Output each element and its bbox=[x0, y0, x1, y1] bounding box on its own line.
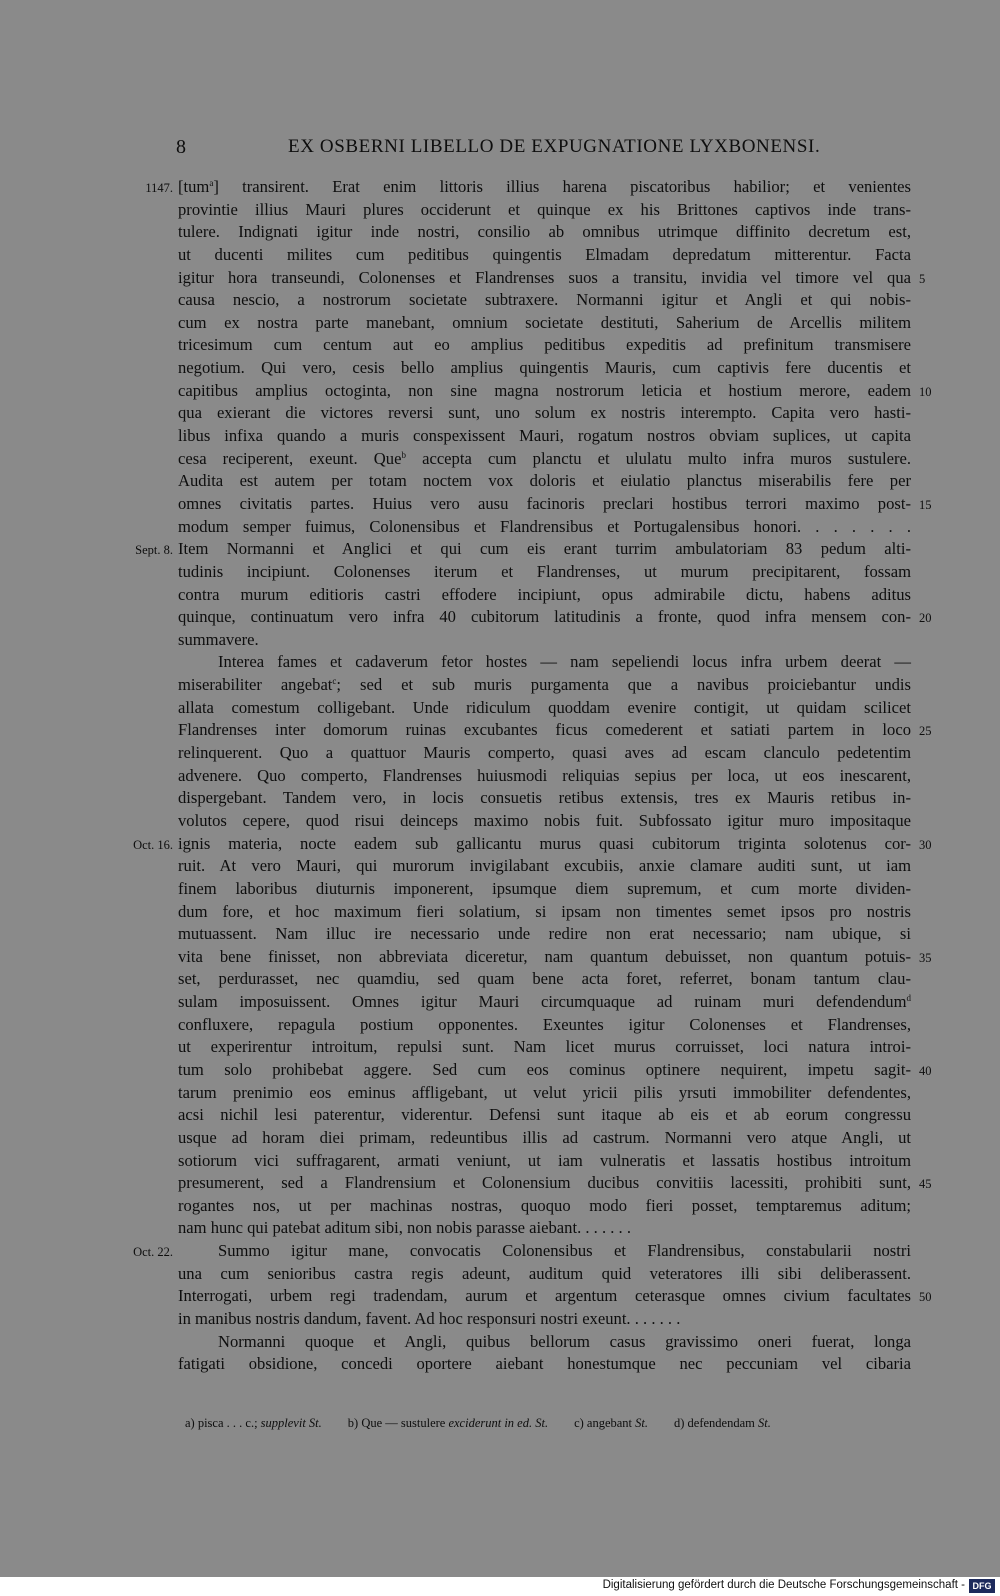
line-text: finem laboribus diuturnis imponerent, ipsumque diem supremum, et cum morte dividen- bbox=[178, 878, 911, 898]
text-line bbox=[178, 946, 932, 969]
line-text: sotiorum vici suffragarent, armati veniunt, ut iam vulneratis et lassatis hostibus introitum bbox=[178, 1150, 911, 1170]
marginal-date: Oct. 16. bbox=[133, 837, 173, 852]
text-line bbox=[178, 1285, 932, 1308]
line-text: cum ex nostra parte manebant, omnium societate destituti, Saherium de Arcellis militem bbox=[178, 312, 911, 332]
running-title: EX OSBERNI LIBELLO DE EXPUGNATIONE LYXBONENSI. bbox=[288, 136, 821, 157]
marginal-date: Oct. 22. bbox=[133, 1245, 173, 1260]
footnote: c) angebant St. bbox=[574, 1416, 649, 1430]
text-line bbox=[178, 1308, 911, 1331]
line-text: quinque, continuatum vero infra 40 cubitorum latitudinis a fronte, quod infra mensem con- bbox=[178, 607, 911, 627]
text-line bbox=[178, 1353, 911, 1376]
line-text: capitibus amplius octoginta, non sine magna nostrorum leticia et hostium merore, eadem bbox=[178, 380, 911, 400]
line-text: summavere. bbox=[178, 629, 259, 649]
marginal-date: 1147. bbox=[145, 181, 173, 195]
line-text: sulam imposuissent. Omnes igitur Mauri circumquaque ad ruinam muri defendendum$^d$ bbox=[178, 992, 911, 1012]
text-line bbox=[178, 697, 911, 720]
text-line bbox=[178, 606, 932, 629]
dfg-logo: DFG bbox=[969, 1579, 995, 1593]
line-text: ignis materia, nocte eadem sub gallicantu murus quasi cubitorum triginta solotenus cor- bbox=[178, 833, 911, 853]
line-text: in manibus nostris dandum, favent. Ad hoc responsuri nostri exeunt. . . . . . . bbox=[178, 1309, 681, 1329]
page-number: 8 bbox=[176, 136, 186, 158]
line-text: Item Normanni et Anglici et qui cum eis erant turrim ambulatoriam 83 pedum alti- bbox=[178, 539, 911, 559]
line-text: causa nescio, a nostrorum societate subtraxere. Normanni igitur et Angli et qui nobis- bbox=[178, 290, 911, 310]
digitization-credit: Digitalisierung gefördert durch die Deutsche Forschungsgemeinschaft - bbox=[602, 1579, 965, 1591]
line-text: modum semper fuimus, Colonensibus et Flandrensibus et Portugalensibus honori. . . . . . . bbox=[178, 516, 911, 536]
text-line bbox=[178, 787, 911, 810]
line-text: cesa reciperent, exeunt. Que$^b$ accepta cum planctu et ululatu multo infra muros sustulere. bbox=[178, 448, 911, 468]
text-line bbox=[178, 380, 932, 403]
line-text: presumerent, sed a Flandrensium et Colonensium ducibus convitiis lacessiti, prohibiti sunt, bbox=[178, 1173, 911, 1193]
line-text: acsi nichil lesi paterentur, viderentur. Defensi sunt itaque ab eis et ab eorum congressu bbox=[178, 1105, 911, 1125]
text-line bbox=[178, 584, 911, 607]
text-line bbox=[178, 244, 911, 267]
text-line bbox=[178, 1082, 911, 1105]
line-text: provintie illius Mauri plures occiderunt et quinque ex his Brittones captivos inde trans- bbox=[178, 199, 911, 219]
line-text: igitur hora transeundi, Colonenses et Flandrenses suos a transitu, invidia vel timore vel qua bbox=[178, 267, 911, 287]
line-number: 40 bbox=[919, 1063, 932, 1078]
text-line bbox=[178, 493, 932, 516]
marginal-date: Sept. 8. bbox=[135, 543, 173, 558]
text-line bbox=[178, 289, 911, 312]
line-text: dispergebant. Tandem vero, in locis consuetis retibus extensis, tres ex Mauris retibus in- bbox=[178, 788, 911, 808]
text-line bbox=[178, 221, 911, 244]
line-text: tum solo prohibebat aggere. Sed cum eos cominus optinere nequirent, impetu sagit- bbox=[178, 1059, 911, 1079]
text-line bbox=[178, 334, 911, 357]
text-line bbox=[178, 923, 911, 946]
line-text: libus infixa quando a muris conspexissent Mauri, rogatum nostros obviam suplices, ut capita bbox=[178, 426, 911, 446]
line-text: Normanni quoque et Angli, quibus bellorum casus gravissimo oneri fuerat, longa bbox=[218, 1331, 911, 1351]
line-text: allata comestum colligebant. Unde ridiculum quoddam evenire contigit, ut quidam scilicet bbox=[178, 697, 911, 717]
line-text: Summo igitur mane, convocatis Colonensibus et Flandrensibus, constabularii nostri bbox=[218, 1241, 911, 1261]
line-text: mutuassent. Nam illuc ire necessario unde redire non erat necessario; nam ubique, si bbox=[178, 924, 911, 944]
line-text: ut ducenti milites cum peditibus quingentis Elmadam depredatum mitterentur. Facta bbox=[178, 244, 911, 264]
text-line bbox=[178, 267, 926, 290]
text-line bbox=[178, 674, 911, 697]
text-line bbox=[178, 1217, 911, 1240]
text-line bbox=[178, 199, 911, 222]
text-line bbox=[178, 1172, 932, 1195]
text-line bbox=[178, 561, 911, 584]
line-number: 5 bbox=[919, 271, 926, 286]
text-line bbox=[178, 855, 911, 878]
line-text: relinquerent. Quo a quattuor Mauris comperto, quasi aves ad escam clanculo pedetentim bbox=[178, 743, 911, 763]
text-line bbox=[178, 1036, 911, 1059]
line-text: tudinis incipiunt. Colonenses iterum et Flandrenses, ut murum precipitarent, fossam bbox=[178, 561, 911, 581]
line-text: Interea fames et cadaverum fetor hostes — nam sepeliendi locus infra urbem deerat — bbox=[218, 652, 911, 672]
text-line bbox=[178, 1150, 911, 1173]
line-number: 30 bbox=[919, 837, 932, 852]
line-text: [tum$^a$] transirent. Erat enim littoris illius harena piscatoribus habilior; et venientes bbox=[178, 177, 911, 196]
line-text: nam hunc qui patebat aditum sibi, non nobis parasse aiebant. . . . . . . bbox=[178, 1218, 632, 1238]
text-line bbox=[178, 1127, 911, 1150]
line-number: 45 bbox=[919, 1177, 932, 1192]
text-line bbox=[178, 1059, 932, 1082]
text-line bbox=[178, 629, 911, 652]
text-line bbox=[178, 357, 911, 380]
body-text bbox=[133, 176, 932, 1376]
text-line bbox=[178, 810, 911, 833]
line-text: fatigati obsidione, concedi oportere aiebant honestumque nec peccuniam vel cibaria bbox=[178, 1354, 911, 1374]
text-line bbox=[178, 425, 911, 448]
text-line bbox=[178, 991, 911, 1014]
text-line bbox=[133, 1240, 911, 1263]
footnote: b) Que — sustulere exciderunt in ed. St. bbox=[347, 1416, 549, 1430]
line-text: Interrogati, urbem regi tradendam, aurum et argentum ceterasque omnes civium facultates bbox=[178, 1286, 911, 1306]
text-line bbox=[178, 901, 911, 924]
line-text: confluxere, repagula postium opponentes. Exeuntes igitur Colonenses et Flandrenses, bbox=[178, 1014, 911, 1034]
line-text: tarum prenimio eos eminus affligebant, ut velut yricii pilis yrsuti immobiliter defendentes, bbox=[178, 1082, 911, 1102]
line-text: ut experirentur introitum, repulsi sunt. Nam licet murus corruisset, loci natura introi- bbox=[178, 1037, 911, 1057]
line-text: una cum senioribus castra regis adeunt, auditum quid veteratores illi sibi deliberassent. bbox=[178, 1263, 911, 1283]
line-text: Audita est autem per totam noctem vox doloris et eiulatio planctus miserabilis fere per bbox=[178, 471, 911, 491]
text-line bbox=[178, 878, 911, 901]
line-text: advenere. Quo comperto, Flandrenses huiusmodi reliquias sepius per loca, ut eos inescarent, bbox=[178, 765, 911, 785]
text-line bbox=[178, 516, 911, 539]
text-line bbox=[178, 1104, 911, 1127]
line-text: contra murum editioris castri effodere incipiunt, opus admirabile dictu, habens aditus bbox=[178, 584, 911, 604]
line-number: 15 bbox=[919, 497, 932, 512]
line-text: miserabiliter angebat$^c$; sed et sub muris purgamenta que a navibus proiciebantur undis bbox=[178, 675, 911, 695]
text-line bbox=[178, 719, 932, 742]
text-line bbox=[178, 312, 911, 335]
line-text: rogantes nos, ut per machinas nostras, quoquo modo fieri posset, temptaremus aditum; bbox=[178, 1195, 911, 1215]
text-line bbox=[178, 470, 911, 493]
footnote: a) pisca . . . c.; supplevit St. bbox=[185, 1416, 322, 1430]
footnotes bbox=[185, 1416, 797, 1431]
line-text: negotium. Qui vero, cesis bello amplius quingentis Mauris, cum captivis fere ducentis et bbox=[178, 358, 911, 378]
line-text: Flandrenses inter domorum ruinas excubantes ficus comederent et satiati partem in loco bbox=[178, 720, 911, 740]
footnote: d) defendendam St. bbox=[674, 1416, 771, 1430]
line-number: 35 bbox=[919, 950, 932, 965]
text-line bbox=[178, 1014, 911, 1037]
line-text: vita bene finisset, non abbreviata diceretur, nam quantum debuisset, non quantum potuis- bbox=[178, 946, 911, 966]
text-line bbox=[178, 448, 911, 471]
line-text: volutos cepere, quod risui deinceps maximo nobis fuit. Subfossato igitur muro impositaque bbox=[178, 810, 911, 830]
line-number: 25 bbox=[919, 724, 932, 739]
text-line bbox=[178, 1331, 911, 1354]
text-line bbox=[178, 968, 911, 991]
text-line bbox=[178, 1263, 911, 1286]
text-line bbox=[178, 742, 911, 765]
text-line bbox=[178, 765, 911, 788]
line-number: 20 bbox=[919, 611, 932, 626]
text-line bbox=[133, 833, 932, 856]
line-number: 50 bbox=[919, 1290, 932, 1305]
line-text: ruit. At vero Mauri, qui murorum invigilabant excubiis, anxie clamare auditi sunt, ut iam bbox=[178, 856, 911, 876]
line-number: 10 bbox=[919, 384, 932, 399]
line-text: set, perdurasset, nec quamdiu, sed quam bene acta foret, referret, bonam tantum clau- bbox=[178, 969, 911, 989]
text-line bbox=[178, 1195, 911, 1218]
footer-bar bbox=[0, 1577, 1000, 1596]
text-line bbox=[178, 402, 911, 425]
line-text: omnes civitatis partes. Huius vero ausu facinoris preclari hostibus terrori maximo post- bbox=[178, 493, 911, 513]
line-text: qua exierant die victores reversi sunt, uno solum ex nostris interempto. Capita vero hasti- bbox=[178, 403, 911, 423]
text-line bbox=[178, 651, 911, 674]
line-text: usque ad horam diei primam, redeuntibus illis ad castrum. Normanni vero atque Angli, ut bbox=[178, 1127, 911, 1147]
text-line bbox=[135, 538, 911, 561]
line-text: dum fore, et hoc maximum fieri solatium, si ipsam non timentes semet ipsos pro nostris bbox=[178, 901, 911, 921]
line-text: tricesimum cum centum aut eo amplius peditibus expeditis ad prefinitum transmisere bbox=[178, 335, 911, 355]
line-text: tulere. Indignati igitur inde nostri, consilio ab omnibus utrimque diffinito decretum est, bbox=[178, 222, 911, 242]
text-line bbox=[145, 176, 911, 199]
